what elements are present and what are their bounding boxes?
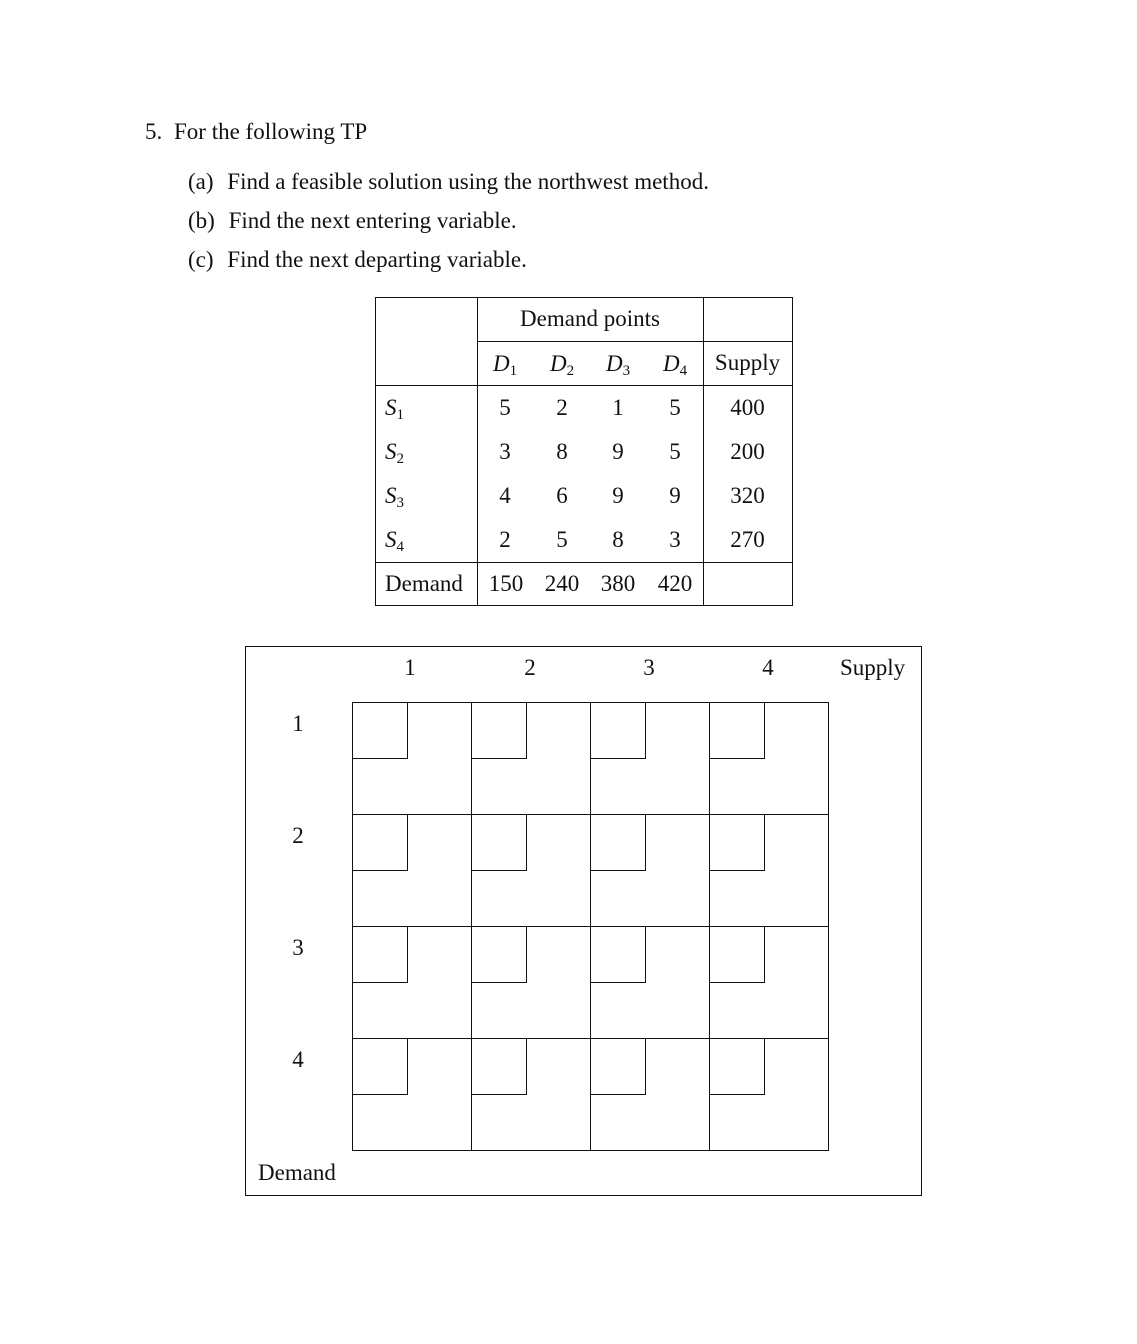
cost-cell: 4 (499, 483, 511, 508)
row-label-s4: $S_4$ (385, 527, 404, 555)
row-label-s2: $S_2$ (385, 439, 404, 467)
tableau-cell[interactable] (352, 814, 472, 927)
cost-box[interactable] (590, 814, 646, 871)
cost-box[interactable] (471, 814, 527, 871)
supply-cell: 320 (730, 483, 765, 508)
cost-cell: 2 (499, 527, 511, 552)
supply-cell: 200 (730, 439, 765, 464)
part-a-text: Find a feasible solution using the northwest method. (227, 169, 709, 194)
tableau-col-label: 1 (404, 655, 416, 680)
cost-box[interactable] (709, 814, 765, 871)
cost-cell: 5 (499, 395, 511, 420)
cost-cell: 9 (669, 483, 681, 508)
tableau-cell[interactable] (709, 702, 829, 815)
tableau-cell[interactable] (590, 1038, 710, 1151)
tableau-cell[interactable] (709, 1038, 829, 1151)
cost-cell: 5 (556, 527, 568, 552)
part-c-label: (c) (188, 247, 214, 272)
supply-cell: 400 (730, 395, 765, 420)
demand-cell: 150 (488, 571, 524, 596)
tableau-cell[interactable] (352, 702, 472, 815)
supply-header: Supply (714, 350, 781, 375)
cost-box[interactable] (590, 926, 646, 983)
tableau-col-label: 2 (524, 655, 536, 680)
problem-heading (145, 119, 367, 145)
tableau-cell[interactable] (590, 814, 710, 927)
tableau-cell[interactable] (709, 814, 829, 927)
tableau-col-label: 4 (762, 655, 774, 680)
cost-cell: 5 (669, 395, 681, 420)
cost-box[interactable] (352, 1038, 408, 1095)
problem-number: 5. (145, 119, 163, 144)
cost-cell: 3 (499, 439, 511, 464)
cost-box[interactable] (471, 926, 527, 983)
cost-box[interactable] (352, 702, 408, 759)
demand-cell: 420 (657, 571, 693, 596)
problem-intro: For the following TP (174, 119, 368, 144)
cost-cell: 5 (669, 439, 681, 464)
demand-row-label: Demand (385, 571, 463, 596)
cost-cell: 6 (556, 483, 568, 508)
cost-box[interactable] (352, 814, 408, 871)
part-a (188, 169, 709, 195)
tableau-row-label: 4 (292, 1047, 304, 1072)
part-a-label: (a) (188, 169, 214, 194)
cost-box[interactable] (709, 1038, 765, 1095)
cost-box[interactable] (471, 702, 527, 759)
part-b-text: Find the next entering variable. (228, 208, 517, 233)
cost-cell: 9 (612, 483, 624, 508)
tableau-cell[interactable] (471, 926, 591, 1039)
row-label-s1: $S_1$ (385, 395, 404, 423)
tableau-cell[interactable] (590, 926, 710, 1039)
tableau-cell[interactable] (471, 702, 591, 815)
tableau-row-label: 3 (292, 935, 304, 960)
col-header-d4: $D_4$ (662, 351, 688, 379)
tableau-cell[interactable] (590, 702, 710, 815)
tableau-cell[interactable] (471, 1038, 591, 1151)
cost-cell: 8 (556, 439, 568, 464)
cost-box[interactable] (709, 926, 765, 983)
demand-points-header: Demand points (520, 306, 660, 331)
tableau-row-label: 1 (292, 711, 304, 736)
cost-cell: 9 (612, 439, 624, 464)
col-header-d2: $D_2$ (549, 351, 575, 379)
cost-cell: 1 (612, 395, 624, 420)
tableau-supply-label: Supply (840, 655, 906, 680)
cost-box[interactable] (709, 702, 765, 759)
demand-cell: 240 (544, 571, 580, 596)
cost-box[interactable] (590, 1038, 646, 1095)
tableau-row-label: 2 (292, 823, 304, 848)
part-b (188, 208, 517, 234)
tableau-cell[interactable] (352, 926, 472, 1039)
cost-box[interactable] (590, 702, 646, 759)
row-label-s3: $S_3$ (385, 483, 404, 511)
col-header-d3: $D_3$ (605, 351, 631, 379)
col-header-d1: $D_1$ (492, 351, 518, 379)
cost-cell: 3 (669, 527, 681, 552)
tableau-cell[interactable] (471, 814, 591, 927)
part-c-text: Find the next departing variable. (227, 247, 527, 272)
part-b-label: (b) (188, 208, 215, 233)
tableau-cell[interactable] (352, 1038, 472, 1151)
part-c (188, 247, 527, 273)
tableau-col-label: 3 (643, 655, 655, 680)
tableau-demand-label: Demand (258, 1160, 336, 1185)
cost-box[interactable] (471, 1038, 527, 1095)
cost-cell: 2 (556, 395, 568, 420)
cost-cell: 8 (612, 527, 624, 552)
tableau-cell[interactable] (709, 926, 829, 1039)
demand-cell: 380 (600, 571, 636, 596)
supply-cell: 270 (730, 527, 765, 552)
cost-box[interactable] (352, 926, 408, 983)
